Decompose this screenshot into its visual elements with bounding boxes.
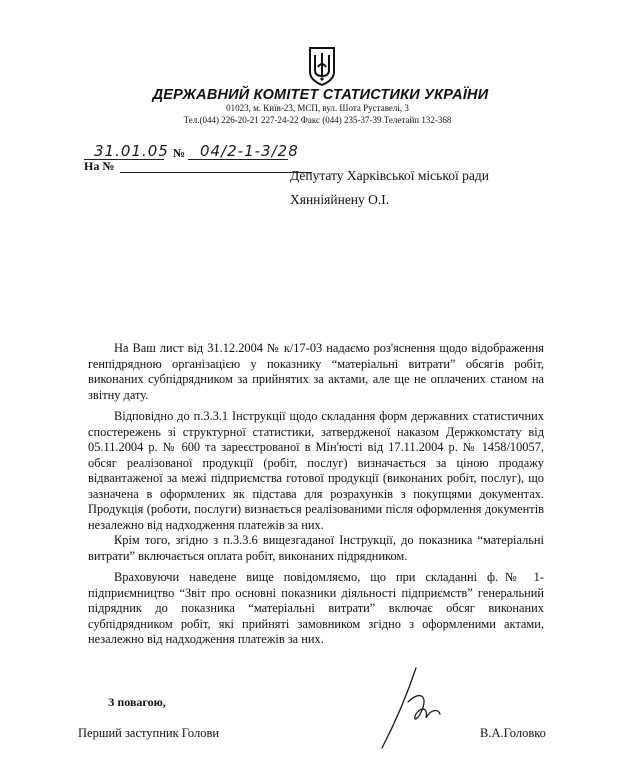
closing-regards: З повагою,	[108, 695, 166, 709]
organization-phones: Тел.(044) 226-20-21 227-24-22 Факс (044) 235-37-39 Телетайп 132-368	[183, 115, 452, 125]
handwritten-signature	[368, 662, 458, 752]
reference-label: На №	[84, 159, 115, 173]
letter-body	[88, 341, 544, 654]
body-paragraph-1: На Ваш лист від 31.12.2004 № к/17-03 надаємо роз'яснення щодо відображення генпідрядною організацією у показнику “матеріальні витрати” обсягів робіт, виконаних субпідрядником за прийнятих за актами, але ще не оплачених станом на звітну дату.	[88, 341, 544, 402]
body-paragraph-4: Враховуючи наведене вище повідомляємо, що при складанні ф.№ 1-підприємництво “Звіт про основні показники діяльності підприємств” генеральний підрядник до показника “матеріальні витрати” включає обсяг виконаних субпідрядником робіт, які прийняті замовником згідно з оформленими актами, незалежно від надходження платежів за них.	[88, 570, 544, 646]
body-paragraph-3: Крім того, згідно з п.3.3.6 вищезгаданої Інструкції, до показника “матеріальні витрати” включається оплата робіт, виконаних підрядником.	[88, 533, 544, 563]
number-sign: №	[173, 146, 186, 160]
handwritten-date: 31.01.05	[94, 142, 169, 160]
number-underline	[188, 159, 288, 160]
recipient-block	[290, 164, 489, 212]
body-paragraph-2: Відповідно до п.3.3.1 Інструкції щодо складання форм державних статистичних спостережень зі структурної статистики, затвердженої наказом Держкомстату від 05.11.2004 р. № 600 та зареєстрованої в Мін'юсті від 17.11.2004 р. № 1458/10057, обсяг реалізованої продукції (робіт, послуг) визначається за ціною продажу відвантаженої за межі підприємства готової продукції (виконаних робіт, послуг), що зазначена в оформлених як підстава для розрахунків з покупцями документах. Продукція (роботи, послуги) визнається реалізованими після оформлення документів незалежно від надходження платежів за них.	[88, 409, 544, 532]
recipient-title: Депутату Харківської міської ради	[290, 168, 489, 183]
handwritten-number: 04/2-1-3/28	[200, 142, 299, 160]
reference-underline	[120, 172, 312, 173]
trident-emblem-icon	[307, 46, 337, 86]
signatory-position: Перший заступник Голови	[78, 726, 220, 740]
organization-address: 01023, м. Київ-23, МСП, вул. Шота Руставелі, 3	[226, 103, 409, 113]
recipient-name: Хянніяйнену О.І.	[290, 192, 390, 207]
signatory-name: В.А.Головко	[480, 726, 546, 740]
organization-title: ДЕРЖАВНИЙ КОМІТЕТ СТАТИСТИКИ УКРАЇНИ	[152, 87, 489, 103]
